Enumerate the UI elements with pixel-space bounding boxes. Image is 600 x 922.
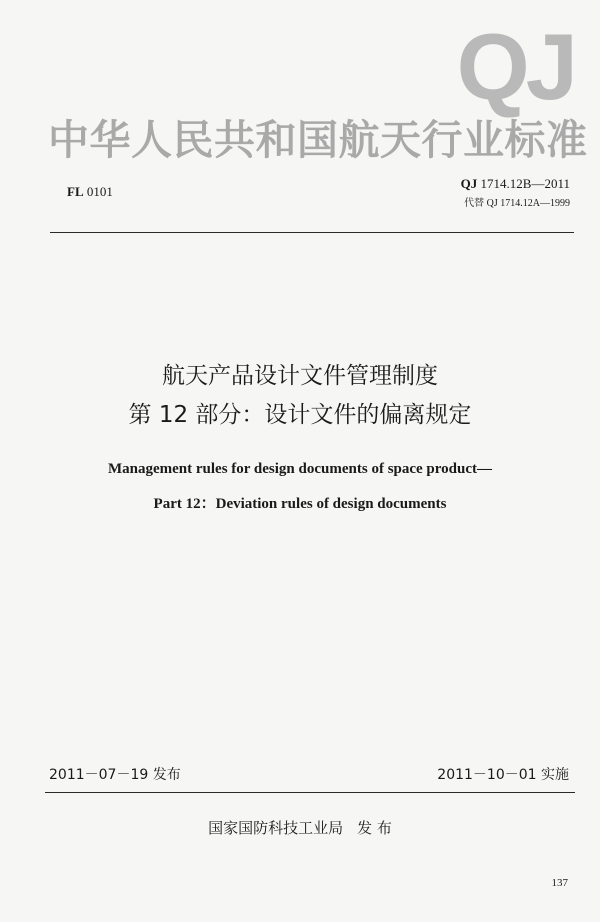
industry-standard-title: 中华人民共和国航天行业标准 — [48, 116, 588, 164]
title-cn-line1: 航天产品设计文件管理制度 — [162, 363, 438, 389]
classification-prefix: FL — [67, 184, 84, 199]
classification-code — [67, 184, 113, 200]
issuer-action: 发 布 — [357, 819, 392, 837]
standard-prefix: QJ — [460, 176, 478, 191]
classification-number: 0101 — [86, 184, 113, 199]
title-en-line2: Part 12：Deviation rules of design documents — [153, 496, 447, 512]
title-en-line1: Management rules for design documents of space product— — [107, 461, 493, 477]
title-cn-line2: 第 12 部分：设计文件的偏离规定 — [128, 402, 472, 428]
replaces-standard: 代替 QJ 1714.12A—1999 — [464, 198, 570, 209]
page-number: 137 — [551, 877, 568, 889]
qj-logo: QJ — [456, 14, 574, 119]
standard-number — [461, 176, 570, 192]
issuer-name: 国家国防科技工业局 — [208, 819, 344, 837]
bottom-divider — [45, 792, 575, 793]
top-divider — [50, 232, 574, 233]
publish-date: 2011－07－19 发布 — [49, 767, 181, 783]
issuer-line — [0, 817, 600, 838]
standard-number-value: 1714.12B—2011 — [480, 176, 570, 191]
implement-date: 2011－10－01 实施 — [437, 767, 569, 783]
